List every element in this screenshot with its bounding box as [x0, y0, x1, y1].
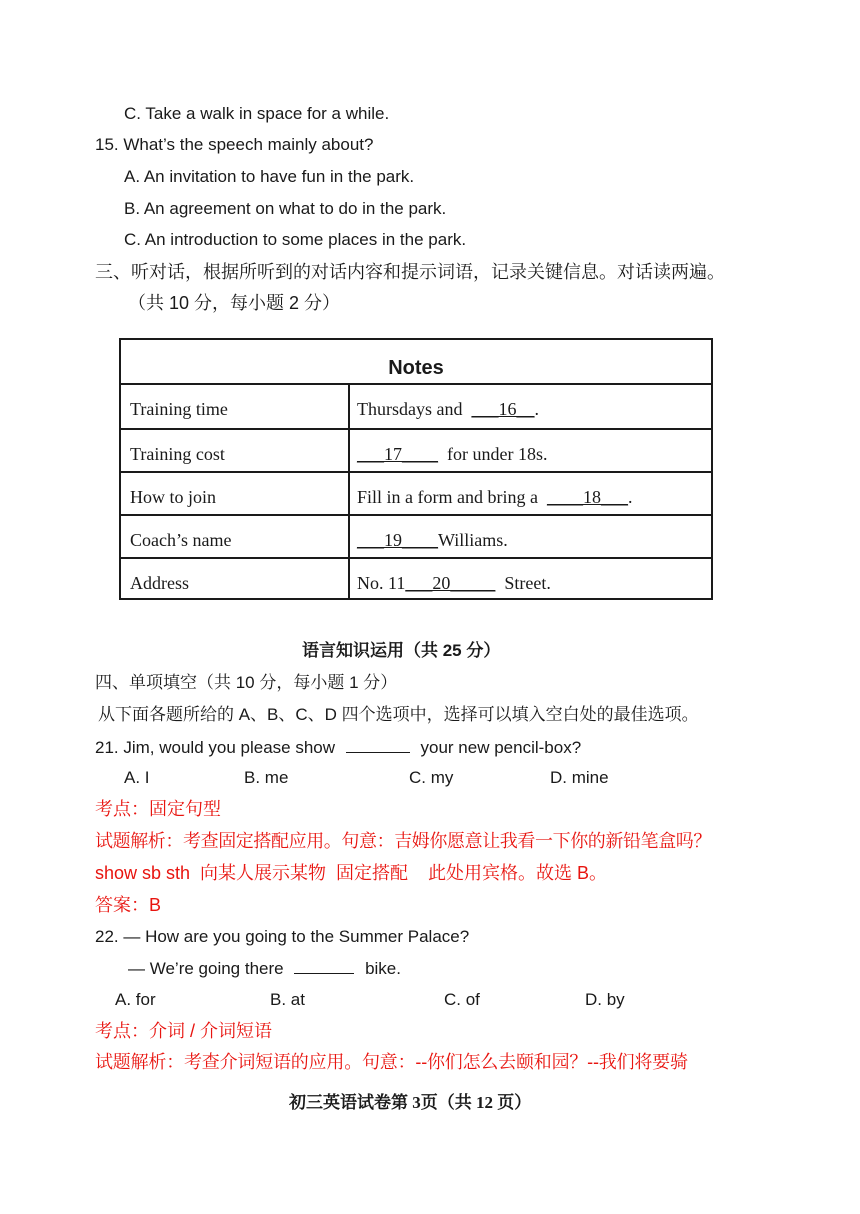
blank-16: ___16__ [471, 399, 535, 419]
q21-question: 21. Jim, would you please show your new pencil-box? [95, 738, 582, 757]
blank-17: ___17____ [357, 444, 438, 464]
notes-label: How to join [130, 487, 217, 507]
blank-18: ____18___ [546, 487, 628, 507]
section3-heading: 三、听对话，根据所听到的对话内容和提示词语，记录关键信息。对话读两遍。 [95, 262, 725, 282]
notes-value: Thursdays and ___16__. [357, 399, 539, 419]
q15-option-a: A. An invitation to have fun in the park. [124, 167, 415, 186]
notes-value: ___19____Williams. [357, 530, 508, 550]
q21-answer: 答案：B [95, 895, 162, 915]
q21-option-c: C. my [409, 768, 454, 787]
section3-score: （共 10 分，每小题 2 分） [128, 293, 341, 313]
page-footer: 初三英语试卷第 3页（共 12 页） [289, 1093, 532, 1112]
notes-row-coach-name [121, 514, 711, 557]
q21-option-d: D. mine [550, 768, 609, 787]
q15-question: 15. What’s the speech mainly about? [95, 135, 374, 154]
notes-row-training-cost [121, 428, 711, 471]
q22-option-d: D. by [585, 990, 625, 1009]
q22-question: 22. — How are you going to the Summer Palace? [95, 927, 470, 946]
notes-table [119, 338, 713, 600]
q21-blank [346, 736, 410, 753]
notes-value: ___17____ for under 18s. [357, 444, 548, 464]
notes-label: Training cost [130, 444, 225, 464]
notes-title: Notes [121, 340, 711, 385]
notes-value: Fill in a form and bring a ____18___. [357, 487, 633, 507]
q22-analysis: 试题解析：考查介词短语的应用。句意：--你们怎么去颐和园？--我们将要骑 [95, 1052, 688, 1072]
q21-option-b: B. me [244, 768, 289, 787]
q21-option-a: A. I [124, 768, 150, 787]
notes-row-training-time [121, 385, 711, 428]
q15-option-c: C. An introduction to some places in the park. [124, 230, 467, 249]
section4-heading: 四、单项填空（共 10 分，每小题 1 分） [95, 673, 398, 692]
q22-option-b: B. at [270, 990, 305, 1009]
q22-answer-line: — We’re going there bike. [128, 959, 401, 978]
notes-label: Coach’s name [130, 530, 232, 550]
blank-19: ___19____ [357, 530, 438, 550]
blank-20: ___20_____ [405, 573, 496, 593]
q21-analysis: 试题解析：考查固定搭配应用。句意：吉姆你愿意让我看一下你的新铅笔盒吗？ [95, 831, 711, 851]
notes-value: No. 11___20_____ Street. [357, 573, 551, 593]
notes-label: Training time [130, 399, 228, 419]
section4-instruction: 从下面各题所给的 A、B、C、D 四个选项中，选择可以填入空白处的最佳选项。 [98, 705, 699, 724]
section-language-heading: 语言知识运用（共 25 分） [302, 641, 501, 660]
q22-blank [294, 957, 354, 974]
q22-point: 考点：介词 / 介词短语 [95, 1021, 273, 1041]
q21-analysis-2: show sb sth 向某人展示某物 固定搭配 此处用宾格。故选 B。 [95, 863, 608, 883]
q21-point: 考点：固定句型 [95, 799, 221, 819]
notes-row-how-to-join [121, 471, 711, 514]
q22-option-a: A. for [115, 990, 156, 1009]
q14-option-c: C. Take a walk in space for a while. [124, 104, 390, 123]
notes-row-address [121, 557, 711, 600]
q22-option-c: C. of [444, 990, 480, 1009]
q15-option-b: B. An agreement on what to do in the park. [124, 199, 447, 218]
notes-label: Address [130, 573, 189, 593]
